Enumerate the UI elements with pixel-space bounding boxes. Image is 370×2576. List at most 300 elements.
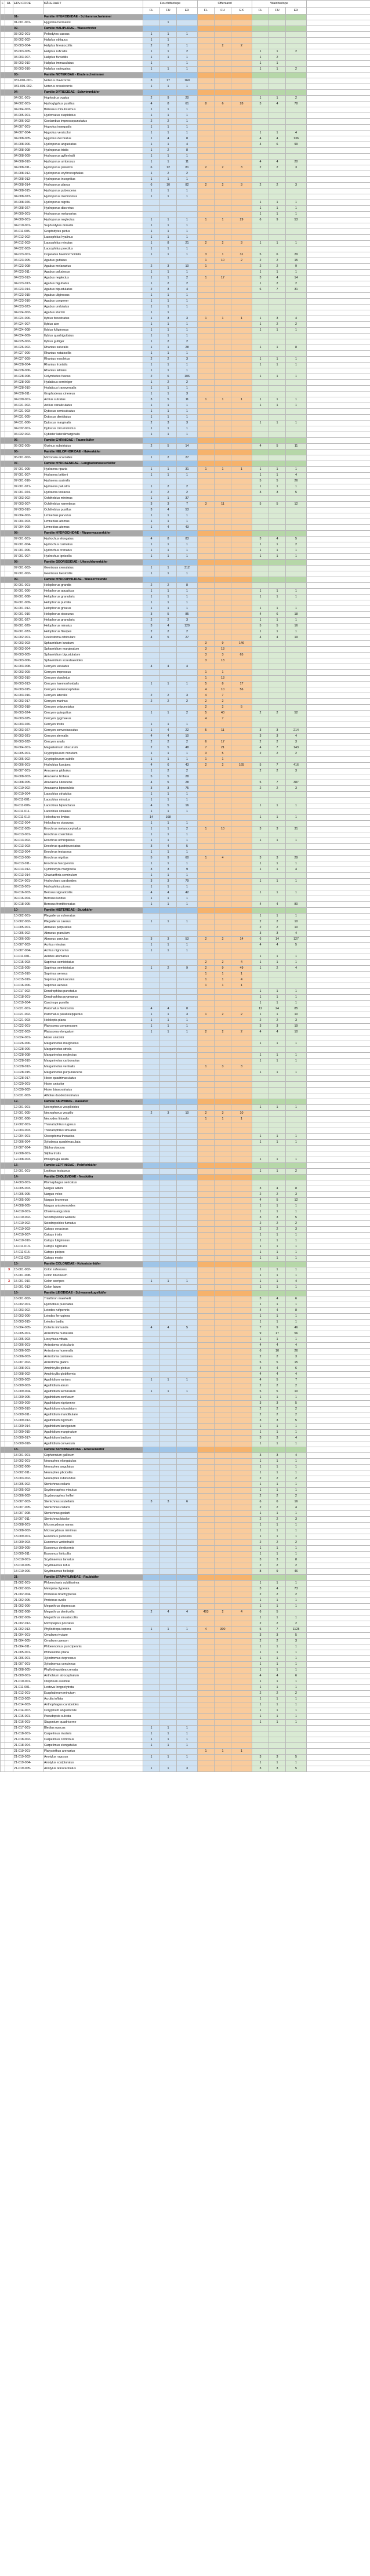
species-count <box>215 1459 231 1465</box>
species-count: 2 <box>286 49 307 55</box>
species-count: 19 <box>286 635 307 641</box>
species-f-cell <box>1 287 5 293</box>
species-count <box>215 914 231 919</box>
row-spacer <box>307 1592 370 1598</box>
species-f-cell <box>1 838 5 844</box>
species-row <box>1 1093 370 1099</box>
species-count: 1 <box>143 600 160 606</box>
species-count <box>160 983 177 989</box>
species-count <box>286 705 307 711</box>
species-code: 03-003-016- <box>13 67 43 73</box>
species-count <box>269 84 286 90</box>
species-count <box>215 948 231 954</box>
species-rl <box>5 542 13 548</box>
row-spacer <box>307 183 370 189</box>
species-count <box>198 1615 215 1621</box>
species-name: Helophorus minutus <box>43 624 143 629</box>
species-count <box>177 1244 198 1250</box>
species-count <box>231 1656 252 1662</box>
species-count <box>269 113 286 119</box>
family-count-cell <box>143 560 160 566</box>
row-spacer <box>307 1070 370 1076</box>
species-name: Triarthron maerkelii <box>43 1296 143 1302</box>
family-count-cell <box>269 461 286 467</box>
species-count: 1 <box>252 421 269 426</box>
species-count: 61 <box>177 102 198 107</box>
species-count: 1 <box>160 310 177 316</box>
species-count <box>198 171 215 177</box>
species-code: 03-002-002- <box>13 38 43 44</box>
species-f-cell <box>1 699 5 705</box>
species-count <box>160 200 177 206</box>
species-count <box>160 1476 177 1482</box>
species-count <box>177 641 198 647</box>
species-f-cell <box>1 357 5 363</box>
row-spacer <box>307 571 370 577</box>
species-count: 1 <box>252 1679 269 1685</box>
species-rl <box>5 415 13 421</box>
species-row <box>1 1668 370 1673</box>
species-count <box>231 1702 252 1708</box>
row-spacer <box>307 73 370 78</box>
species-rl <box>5 165 13 171</box>
species-f-cell <box>1 525 5 531</box>
species-count <box>143 1714 160 1720</box>
row-spacer <box>307 177 370 183</box>
species-name: Sciodrepoides watsoni <box>43 1215 143 1221</box>
species-f-cell <box>1 1656 5 1662</box>
species-rl <box>5 1064 13 1070</box>
species-count <box>177 1238 198 1244</box>
species-count: 12 <box>252 1006 269 1012</box>
species-f-cell <box>1 1552 5 1557</box>
species-f-cell <box>1 1604 5 1610</box>
species-name: Chaetarthria seminulum <box>43 873 143 879</box>
species-count <box>231 740 252 745</box>
species-count <box>231 229 252 235</box>
species-f-cell <box>1 1134 5 1140</box>
species-rl <box>5 136 13 142</box>
species-code: 16-009-018- <box>13 1441 43 1447</box>
species-count <box>160 1662 177 1668</box>
species-count: 4 <box>269 1586 286 1592</box>
header-feuchtbiotope: Feuchtbiotope <box>143 1 198 8</box>
species-count <box>143 653 160 658</box>
species-count <box>215 212 231 218</box>
species-f-cell <box>1 235 5 241</box>
species-count <box>252 1111 269 1117</box>
species-count <box>252 705 269 711</box>
family-count-cell <box>177 438 198 444</box>
species-row <box>1 339 370 345</box>
species-count: 1 <box>269 1470 286 1476</box>
species-count: 29 <box>286 856 307 861</box>
species-count: 1 <box>198 856 215 861</box>
species-count <box>215 1070 231 1076</box>
species-count <box>160 1453 177 1459</box>
species-count <box>198 1528 215 1534</box>
species-count: 1 <box>286 1459 307 1465</box>
species-f-cell <box>1 1122 5 1128</box>
species-code: 12-001-006- <box>13 1117 43 1122</box>
species-rl <box>5 1436 13 1441</box>
species-count: 6 <box>143 165 160 171</box>
species-row <box>1 479 370 484</box>
species-count <box>215 548 231 554</box>
species-code: 10-028-008- <box>13 1053 43 1059</box>
species-count <box>143 1041 160 1047</box>
species-count <box>231 571 252 577</box>
species-count <box>143 1418 160 1424</box>
species-count: 18 <box>286 612 307 618</box>
family-count-cell <box>177 15 198 20</box>
species-code: 09-003-013- <box>13 682 43 687</box>
species-count: 79 <box>177 879 198 885</box>
species-count <box>198 1662 215 1668</box>
species-rl <box>5 1349 13 1354</box>
species-count <box>198 1302 215 1308</box>
species-f-cell <box>1 612 5 618</box>
species-count <box>231 1035 252 1041</box>
family-count-cell <box>269 1447 286 1453</box>
species-code: 09-013-011- <box>13 861 43 867</box>
species-count: 3 <box>177 693 198 699</box>
species-count: 7 <box>198 745 215 751</box>
species-count <box>231 914 252 919</box>
species-rl <box>5 212 13 218</box>
species-code: 16-009-017- <box>13 1436 43 1441</box>
family-count-cell <box>286 577 307 583</box>
species-count <box>286 600 307 606</box>
row-spacer <box>307 1134 370 1140</box>
species-count: 75 <box>177 786 198 792</box>
species-f-cell <box>1 896 5 902</box>
row-spacer <box>307 299 370 305</box>
species-f-cell <box>1 1563 5 1569</box>
species-row <box>1 1325 370 1331</box>
species-count <box>160 1505 177 1511</box>
species-rl <box>5 1592 13 1598</box>
species-name: Euconnus hirticollis <box>43 1552 143 1557</box>
species-count <box>198 769 215 774</box>
species-count: 1 <box>231 1117 252 1122</box>
species-count: 1 <box>177 409 198 415</box>
species-count <box>198 1708 215 1714</box>
species-name: Scydmoraphes minutus <box>43 1488 143 1494</box>
species-rl <box>5 1668 13 1673</box>
species-count <box>198 537 215 542</box>
species-count <box>177 1650 198 1656</box>
species-count: 1 <box>252 1279 269 1285</box>
species-count: 1 <box>215 1749 231 1755</box>
species-count <box>215 537 231 542</box>
species-f-cell <box>1 1337 5 1343</box>
species-name: Cercyon lateralis <box>43 693 143 699</box>
species-count: 1 <box>252 1059 269 1064</box>
species-name: Sphaeridium lunatum <box>43 641 143 647</box>
species-count <box>198 1534 215 1540</box>
species-count <box>252 305 269 310</box>
species-count: 1 <box>143 368 160 374</box>
species-count <box>143 1691 160 1697</box>
species-count <box>269 722 286 728</box>
species-count <box>198 1024 215 1030</box>
species-row <box>1 1366 370 1372</box>
species-count: 73 <box>286 1586 307 1592</box>
species-count <box>231 1407 252 1412</box>
species-count: 1 <box>269 954 286 960</box>
species-count <box>177 989 198 995</box>
species-rl <box>5 850 13 856</box>
species-name: Agathidium nigripenne <box>43 1401 143 1407</box>
species-count <box>198 1598 215 1604</box>
species-count: 5 <box>269 1198 286 1204</box>
species-name: Agabus sturmii <box>43 310 143 316</box>
species-rl <box>5 693 13 699</box>
species-row <box>1 948 370 954</box>
species-count: 4 <box>143 102 160 107</box>
species-count <box>143 206 160 212</box>
species-row <box>1 647 370 653</box>
species-rl <box>5 508 13 513</box>
row-spacer <box>307 519 370 525</box>
species-code: 09-001-027- <box>13 618 43 624</box>
species-count <box>252 125 269 131</box>
species-count: 3 <box>252 1436 269 1441</box>
species-name: Stenichnus godarti <box>43 1511 143 1517</box>
species-name: Scydmaenus rufus <box>43 1563 143 1569</box>
species-count <box>215 1401 231 1407</box>
species-count <box>160 977 177 983</box>
species-rl <box>5 1708 13 1714</box>
species-count: 1 <box>143 67 160 73</box>
species-rl <box>5 490 13 496</box>
species-rl <box>5 1627 13 1633</box>
species-count <box>177 1662 198 1668</box>
species-name: Anisotoma glabra <box>43 1360 143 1366</box>
species-count: 6 <box>198 740 215 745</box>
species-count <box>143 705 160 711</box>
species-count <box>269 873 286 879</box>
species-rl <box>5 745 13 751</box>
species-count: 4 <box>286 931 307 937</box>
species-count: 1 <box>269 1708 286 1714</box>
species-count: 2 <box>160 966 177 972</box>
species-count: 1 <box>143 351 160 357</box>
species-count <box>143 1412 160 1418</box>
species-name: Agabus uliginosus <box>43 293 143 299</box>
species-name: Leiodes badia <box>43 1320 143 1325</box>
species-f-cell <box>1 1476 5 1482</box>
family-count-cell <box>252 1447 269 1453</box>
family-code: 15- <box>13 1262 43 1267</box>
species-count <box>215 455 231 461</box>
row-spacer <box>307 90 370 96</box>
row-spacer <box>307 745 370 751</box>
species-name: Helophorus obscurus <box>43 612 143 618</box>
species-count <box>198 1743 215 1749</box>
species-row <box>1 258 370 264</box>
species-count <box>215 1308 231 1314</box>
species-count: 1 <box>143 484 160 490</box>
species-name: Omalium caesum <box>43 1639 143 1644</box>
row-spacer <box>307 589 370 595</box>
species-count <box>215 131 231 136</box>
species-count <box>215 1552 231 1557</box>
species-count <box>198 409 215 415</box>
family-count-cell <box>160 1099 177 1105</box>
species-rl <box>5 600 13 606</box>
species-count: 1 <box>252 1720 269 1726</box>
species-count: 1 <box>215 467 231 473</box>
row-spacer <box>307 1430 370 1436</box>
species-name: Cybister lateralimarginalis <box>43 432 143 438</box>
species-count: 1 <box>252 67 269 73</box>
species-count: 17 <box>160 78 177 84</box>
species-row <box>1 61 370 67</box>
species-name: Hister quadrimaculatus <box>43 1076 143 1082</box>
species-count: 1 <box>269 1105 286 1111</box>
row-spacer <box>307 618 370 624</box>
species-count: 1 <box>143 1755 160 1760</box>
species-count: 2 <box>198 705 215 711</box>
species-count <box>231 1714 252 1720</box>
species-count <box>198 223 215 229</box>
species-count: 2 <box>160 699 177 705</box>
family-count-cell <box>252 1262 269 1267</box>
species-name: Micropeplus porcatus <box>43 1621 143 1627</box>
species-count: 2 <box>143 44 160 49</box>
family-count-cell <box>269 438 286 444</box>
species-row <box>1 32 370 38</box>
species-count: 1 <box>252 1528 269 1534</box>
species-count <box>269 1111 286 1117</box>
species-count <box>286 983 307 989</box>
species-count: 1 <box>160 368 177 374</box>
species-count <box>215 1088 231 1093</box>
species-count: 1 <box>286 1581 307 1586</box>
species-count <box>215 1755 231 1760</box>
species-count: 2 <box>143 490 160 496</box>
species-count <box>160 1592 177 1598</box>
row-spacer <box>307 1343 370 1349</box>
species-count: 1 <box>143 223 160 229</box>
species-count: 1 <box>160 189 177 194</box>
species-count <box>286 774 307 780</box>
species-count: 10 <box>286 1012 307 1018</box>
species-count <box>231 600 252 606</box>
species-count <box>177 1198 198 1204</box>
species-count: 1 <box>177 885 198 890</box>
species-count <box>177 1534 198 1540</box>
species-name: Enochrus nigritus <box>43 856 143 861</box>
species-f-cell <box>1 1441 5 1447</box>
species-count <box>269 368 286 374</box>
species-count <box>177 1569 198 1575</box>
species-rl <box>5 595 13 600</box>
species-count: 1 <box>198 983 215 989</box>
species-count <box>231 1314 252 1320</box>
species-count <box>215 154 231 160</box>
species-count: 5 <box>286 1766 307 1772</box>
species-row <box>1 1186 370 1192</box>
species-count <box>215 595 231 600</box>
species-rl <box>5 20 13 26</box>
species-row <box>1 664 370 670</box>
species-count <box>231 751 252 757</box>
species-count <box>231 1424 252 1430</box>
species-code: 04-023-015- <box>13 293 43 299</box>
species-code: 21-019-001- <box>13 1749 43 1755</box>
species-count: 10 <box>269 1349 286 1354</box>
row-spacer <box>307 658 370 664</box>
species-count: 1 <box>143 1018 160 1024</box>
species-count <box>198 374 215 380</box>
species-name: Cercyon obsoletus <box>43 676 143 682</box>
species-count: 1 <box>286 421 307 426</box>
species-rl <box>5 954 13 960</box>
species-row <box>1 380 370 386</box>
species-name: Acrulia inflata <box>43 1697 143 1702</box>
species-count <box>160 1650 177 1656</box>
row-spacer <box>307 705 370 711</box>
species-count <box>177 1702 198 1708</box>
species-count <box>252 1146 269 1151</box>
species-count: 1 <box>198 467 215 473</box>
species-name: Hydroporus planus <box>43 183 143 189</box>
species-count: 43 <box>177 525 198 531</box>
species-count <box>143 989 160 995</box>
species-f-cell <box>1 1389 5 1395</box>
species-row <box>1 84 370 90</box>
species-f-cell <box>1 693 5 699</box>
species-f-cell <box>1 467 5 473</box>
species-count: 82 <box>177 183 198 189</box>
species-count: 1 <box>215 670 231 676</box>
species-code: 07-001-005- <box>13 467 43 473</box>
species-count: 4 <box>160 136 177 142</box>
species-f-cell <box>1 995 5 1001</box>
species-count <box>215 1528 231 1534</box>
species-count <box>269 177 286 183</box>
species-count <box>231 519 252 525</box>
species-count <box>269 310 286 316</box>
species-count <box>252 455 269 461</box>
species-count <box>160 716 177 722</box>
row-spacer <box>307 763 370 769</box>
species-count: 3 <box>177 1012 198 1018</box>
species-count <box>231 1024 252 1030</box>
species-count: 83 <box>177 537 198 542</box>
species-count: 5 <box>160 635 177 641</box>
species-f-cell <box>1 1366 5 1372</box>
row-spacer <box>307 1151 370 1157</box>
species-count: 4 <box>198 1627 215 1633</box>
species-row <box>1 1424 370 1430</box>
species-count <box>198 1001 215 1006</box>
species-rl <box>5 403 13 409</box>
species-count: 1 <box>286 1244 307 1250</box>
row-spacer <box>307 531 370 537</box>
species-code: 14-003-001- <box>13 1180 43 1186</box>
family-code: 08- <box>13 560 43 566</box>
species-count <box>252 496 269 502</box>
species-count <box>198 780 215 786</box>
species-rl <box>5 1424 13 1430</box>
species-name: Hydrochara caraboides <box>43 879 143 885</box>
species-name: Carpelimus rivularis <box>43 1731 143 1737</box>
species-count <box>286 1076 307 1082</box>
